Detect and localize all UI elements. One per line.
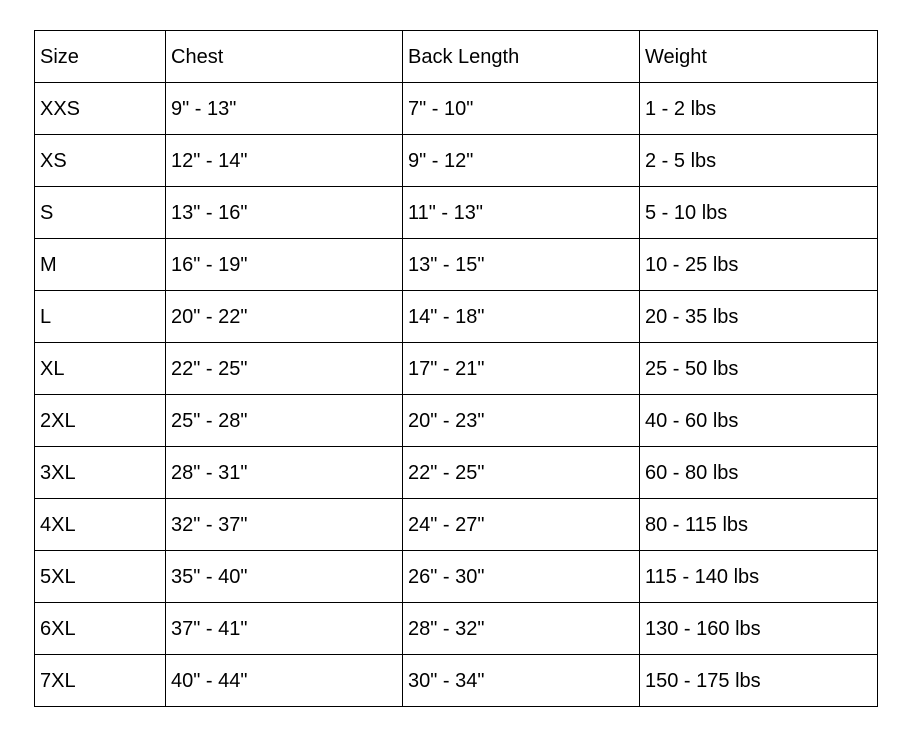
table-row xyxy=(35,343,878,395)
table-row xyxy=(35,551,878,603)
cell-weight: 10 - 25 lbs xyxy=(640,239,878,291)
cell-size: 6XL xyxy=(35,603,166,655)
cell-size: L xyxy=(35,291,166,343)
cell-size: XXS xyxy=(35,83,166,135)
cell-chest: 37" - 41" xyxy=(166,603,403,655)
cell-size: 5XL xyxy=(35,551,166,603)
cell-chest: 32" - 37" xyxy=(166,499,403,551)
cell-weight: 150 - 175 lbs xyxy=(640,655,878,707)
cell-chest: 28" - 31" xyxy=(166,447,403,499)
table-row xyxy=(35,187,878,239)
cell-weight: 25 - 50 lbs xyxy=(640,343,878,395)
cell-weight: 130 - 160 lbs xyxy=(640,603,878,655)
table-row xyxy=(35,499,878,551)
cell-back-length: 26" - 30" xyxy=(403,551,640,603)
cell-size: 2XL xyxy=(35,395,166,447)
cell-chest: 35" - 40" xyxy=(166,551,403,603)
cell-back-length: 13" - 15" xyxy=(403,239,640,291)
cell-weight: 40 - 60 lbs xyxy=(640,395,878,447)
cell-back-length: 9" - 12" xyxy=(403,135,640,187)
cell-weight: 20 - 35 lbs xyxy=(640,291,878,343)
cell-chest: 20" - 22" xyxy=(166,291,403,343)
cell-size: 3XL xyxy=(35,447,166,499)
cell-weight: 80 - 115 lbs xyxy=(640,499,878,551)
cell-weight: 60 - 80 lbs xyxy=(640,447,878,499)
cell-chest: 40" - 44" xyxy=(166,655,403,707)
table-row xyxy=(35,655,878,707)
cell-back-length: 17" - 21" xyxy=(403,343,640,395)
cell-back-length: 14" - 18" xyxy=(403,291,640,343)
table-header xyxy=(35,31,878,83)
cell-back-length: 30" - 34" xyxy=(403,655,640,707)
cell-weight: 5 - 10 lbs xyxy=(640,187,878,239)
header-row xyxy=(35,31,878,83)
cell-chest: 25" - 28" xyxy=(166,395,403,447)
cell-chest: 9" - 13" xyxy=(166,83,403,135)
cell-back-length: 20" - 23" xyxy=(403,395,640,447)
table-body xyxy=(35,83,878,707)
table-row xyxy=(35,603,878,655)
cell-size: XL xyxy=(35,343,166,395)
header-back-length: Back Length xyxy=(403,31,640,83)
cell-back-length: 28" - 32" xyxy=(403,603,640,655)
cell-weight: 1 - 2 lbs xyxy=(640,83,878,135)
cell-size: M xyxy=(35,239,166,291)
cell-back-length: 24" - 27" xyxy=(403,499,640,551)
table-row xyxy=(35,447,878,499)
header-weight: Weight xyxy=(640,31,878,83)
cell-back-length: 7" - 10" xyxy=(403,83,640,135)
size-chart-table xyxy=(34,30,878,707)
cell-size: XS xyxy=(35,135,166,187)
table-row xyxy=(35,135,878,187)
cell-size: 7XL xyxy=(35,655,166,707)
cell-chest: 12" - 14" xyxy=(166,135,403,187)
table-row xyxy=(35,291,878,343)
header-chest: Chest xyxy=(166,31,403,83)
table-row xyxy=(35,83,878,135)
cell-size: S xyxy=(35,187,166,239)
cell-chest: 16" - 19" xyxy=(166,239,403,291)
cell-weight: 2 - 5 lbs xyxy=(640,135,878,187)
table-row xyxy=(35,239,878,291)
cell-weight: 115 - 140 lbs xyxy=(640,551,878,603)
cell-size: 4XL xyxy=(35,499,166,551)
cell-back-length: 22" - 25" xyxy=(403,447,640,499)
cell-chest: 13" - 16" xyxy=(166,187,403,239)
table-row xyxy=(35,395,878,447)
header-size: Size xyxy=(35,31,166,83)
cell-chest: 22" - 25" xyxy=(166,343,403,395)
cell-back-length: 11" - 13" xyxy=(403,187,640,239)
